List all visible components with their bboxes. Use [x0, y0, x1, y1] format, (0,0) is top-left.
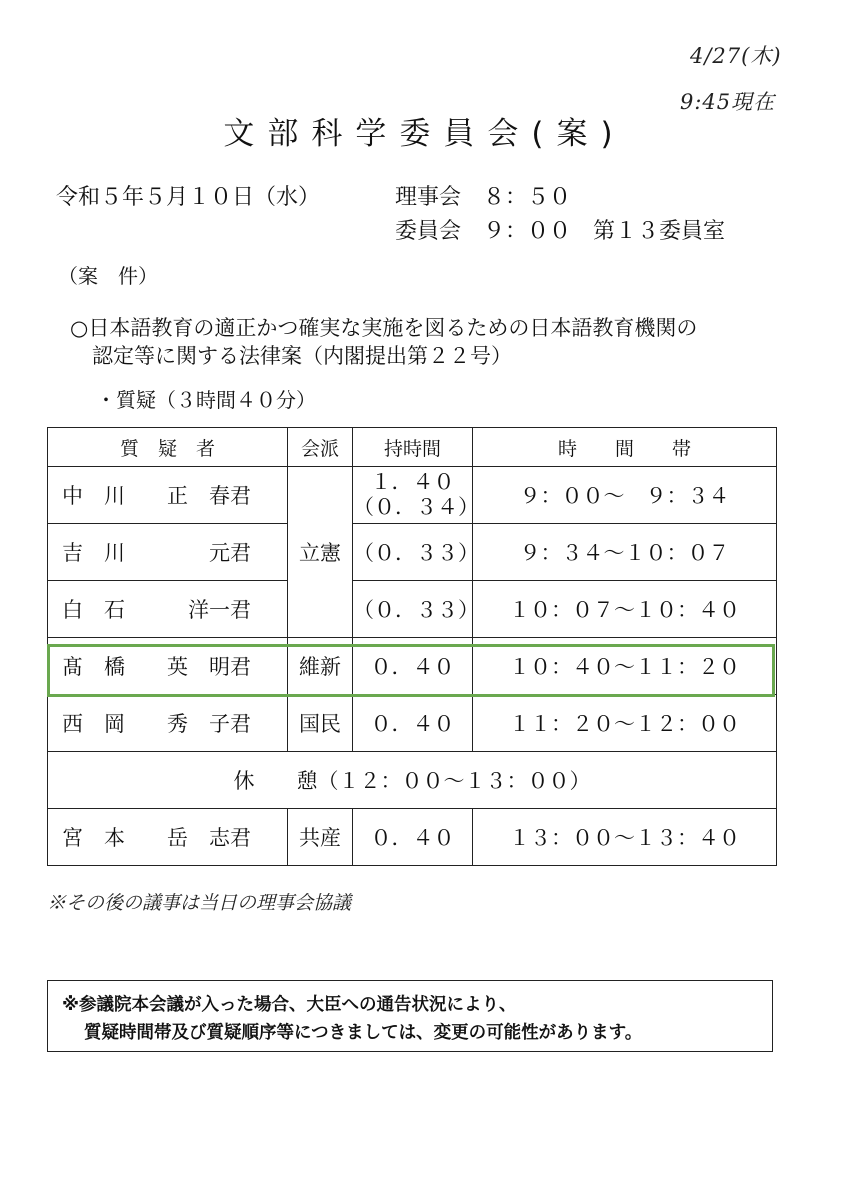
- notice-line1: ※参議院本会議が入った場合、大臣への通告状況により、: [62, 995, 517, 1015]
- party-cell: 国民: [288, 695, 353, 752]
- questioner-name: 白 石 洋一君: [48, 581, 288, 638]
- questioner-name: 髙 橋 英 明君: [48, 638, 288, 695]
- table-row: [48, 695, 777, 752]
- break-cell: 休 憩（１２：００～１３：００）: [48, 752, 777, 809]
- bill-title-line2: 認定等に関する法律案（内閣提出第２２号）: [92, 344, 512, 368]
- bill-title-line1: ○日本語教育の適正かつ確実な実施を図るための日本語教育機関の: [70, 316, 698, 340]
- table-row: [48, 581, 777, 638]
- questioner-name: 宮 本 岳 志君: [48, 809, 288, 866]
- questioner-name: 西 岡 秀 子君: [48, 695, 288, 752]
- slot-cell: ９：３４～１０：０７: [473, 524, 777, 581]
- schedule-table: [47, 427, 777, 866]
- slot-cell: １１：２０～１２：００: [473, 695, 777, 752]
- time-cell: [353, 467, 479, 524]
- table-row: [48, 467, 777, 524]
- table-row: [48, 524, 777, 581]
- notice-box: [47, 980, 773, 1052]
- time-cell: ０．４０: [353, 638, 473, 695]
- header-questioner: 質 疑 者: [48, 428, 288, 467]
- page-title: 文部科学委員会(案): [223, 116, 626, 152]
- time-sub: （０．３４）: [353, 495, 479, 519]
- table-row: [48, 809, 777, 866]
- agenda-heading: （案 件）: [58, 264, 158, 288]
- questioner-name: 中 川 正 春君: [48, 467, 288, 524]
- party-cell: 共産: [288, 809, 353, 866]
- header-time: 持時間: [353, 428, 473, 467]
- meeting-date: 令和５年５月１０日（水）: [56, 185, 321, 210]
- header-slot: 時 間 帯: [473, 428, 777, 467]
- table-row: [48, 638, 777, 695]
- time-cell: （０．３３）: [353, 581, 473, 638]
- break-row: [48, 752, 777, 809]
- handwritten-time: 9:45現在: [680, 90, 776, 114]
- party-cell: 立憲: [288, 467, 353, 638]
- questioning-summary: ・質疑（３時間４０分）: [96, 388, 316, 412]
- time-cell: （０．３３）: [353, 524, 473, 581]
- slot-cell: １０：４０～１１：２０: [473, 638, 777, 695]
- meeting-iinkai: 委員会 ９：００ 第１３委員室: [395, 219, 726, 244]
- header-party: 会派: [288, 428, 353, 467]
- time-cell: ０．４０: [353, 809, 473, 866]
- time-allotted: １．４０: [370, 470, 455, 494]
- handwritten-note: ※その後の議事は当日の理事会協議: [47, 892, 352, 914]
- slot-cell: ９：００～ ９：３４: [473, 467, 777, 524]
- time-cell: ０．４０: [353, 695, 473, 752]
- questioner-name: 吉 川 元君: [48, 524, 288, 581]
- notice-line2: 質疑時間帯及び質疑順序等につきましては、変更の可能性があります。: [84, 1023, 643, 1043]
- table-header-row: [48, 428, 777, 467]
- party-cell: 維新: [288, 638, 353, 695]
- slot-cell: １０：０７～１０：４０: [473, 581, 777, 638]
- handwritten-date: 4/27(木): [690, 44, 782, 68]
- slot-cell: １３：００～１３：４０: [473, 809, 777, 866]
- meeting-rijikai: 理事会 ８：５０: [395, 185, 572, 210]
